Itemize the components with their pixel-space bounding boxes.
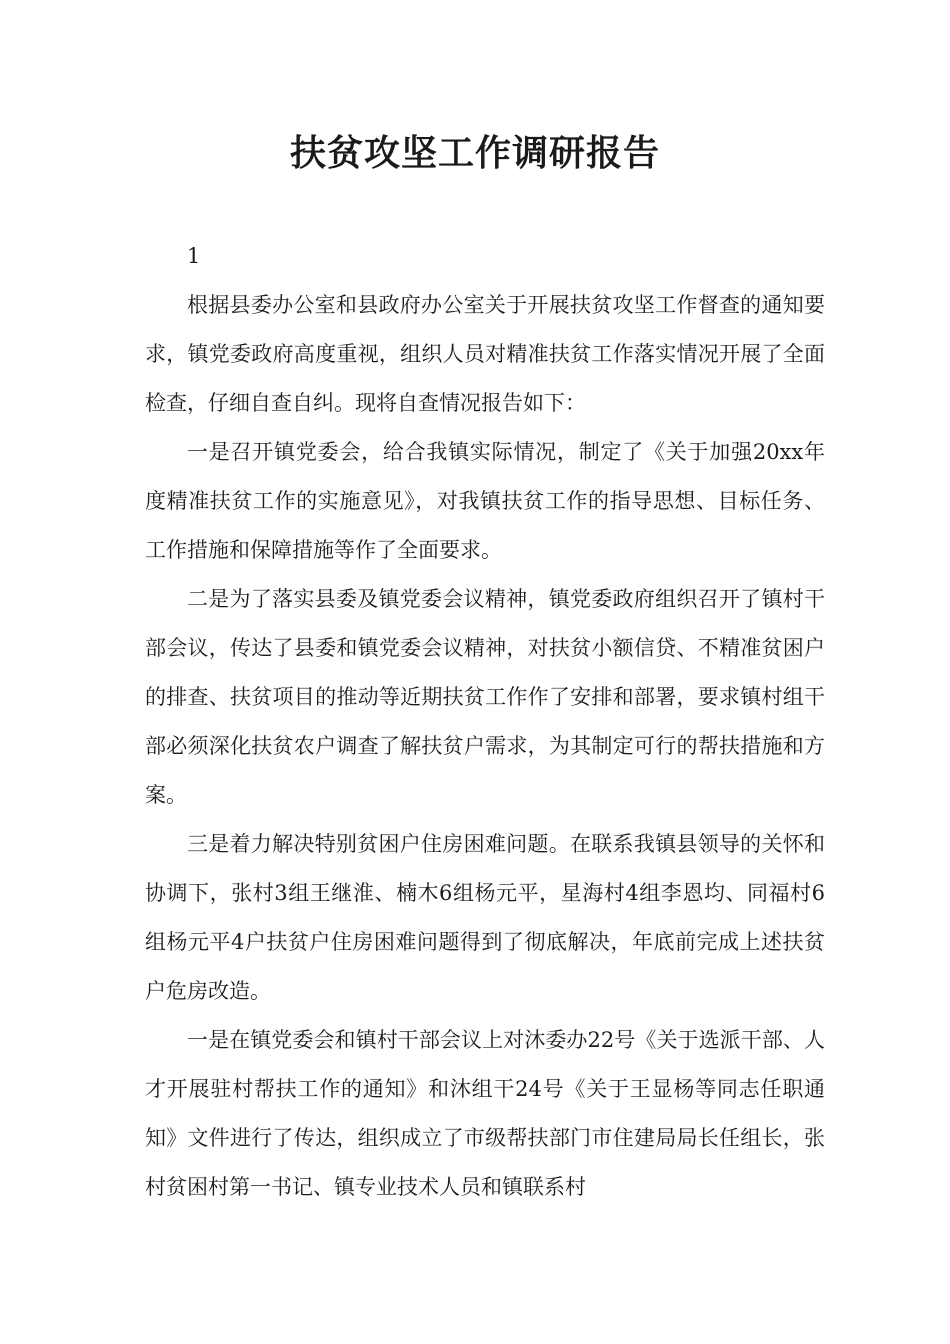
document-title: 扶贫攻坚工作调研报告 [289,133,660,174]
paragraph-number: 1 [187,244,201,268]
paragraph-intro: 根据县委办公室和县政府办公室关于开展扶贫攻坚工作督查的通知要求，镇党委政府高度重视，组织人员对精准扶贫工作落实情况开展了全面检查，仔细自查自纠。现将自查情况报告如下： [145,293,825,415]
paragraph-item-3: 三是着力解决特别贫困户住房困难问题。在联系我镇县领导的关怀和协调下，张村3组王继淮、楠木6组杨元平，星海村4组李恩均、同福村6组杨元平4户扶贫户住房困难问题得到了彻底解决，年底前完成上述扶贫户危房改造。 [145,832,825,1003]
paragraph-item-2: 二是为了落实县委及镇党委会议精神，镇党委政府组织召开了镇村干部会议，传达了县委和镇党委会议精神，对扶贫小额信贷、不精准贫困户的排查、扶贫项目的推动等近期扶贫工作作了安排和部署，要求镇村组干部必须深化扶贫农户调查了解扶贫户需求，为其制定可行的帮扶措施和方案。 [145,587,825,807]
document-body [145,232,825,1212]
paragraph-item-4: 一是在镇党委会和镇村干部会议上对沐委办22号《关于选派干部、人才开展驻村帮扶工作的通知》和沐组干24号《关于王显杨等同志任职通知》文件进行了传达，组织成立了市级帮扶部门市住建局局长任组长，张村贫困村第一书记、镇专业技术人员和镇联系村 [145,1028,825,1199]
paragraph-item-1: 一是召开镇党委会，给合我镇实际情况，制定了《关于加强20xx年度精准扶贫工作的实施意见》，对我镇扶贫工作的指导思想、目标任务、工作措施和保障措施等作了全面要求。 [145,440,825,562]
